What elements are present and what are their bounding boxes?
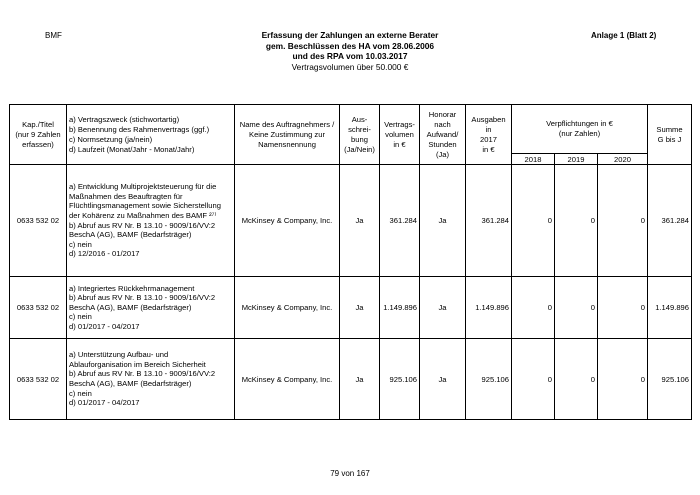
cell-2019: 0 [555, 277, 598, 339]
cell-volumen: 1.149.896 [380, 277, 420, 339]
col-header-kap: Kap./Titel (nur 9 Zahlen erfassen) [10, 105, 67, 165]
cell-2019: 0 [555, 339, 598, 420]
table-row [10, 165, 692, 277]
cell-kap: 0633 532 02 [10, 277, 67, 339]
table-row [10, 339, 692, 420]
col-header-volumen: Vertrags- volumen in € [380, 105, 420, 165]
cell-ausgaben: 1.149.896 [466, 277, 512, 339]
title-line-2: gem. Beschlüssen des HA vom 28.06.2006 [265, 40, 435, 51]
title-subtitle: Vertragsvolumen über 50.000 € [291, 61, 409, 72]
cell-honorar: Ja [420, 277, 466, 339]
header-agency: BMF [45, 31, 62, 40]
col-header-ausschreibung: Aus- schrei- bung (Ja/Nein) [340, 105, 380, 165]
cell-summe: 925.106 [648, 339, 692, 420]
col-header-honorar: Honorar nach Aufwand/ Stunden (Ja) [420, 105, 466, 165]
page-number: 79 von 167 [330, 469, 370, 478]
year-2020: 2020 [598, 154, 648, 165]
cell-ausschreibung: Ja [340, 165, 380, 277]
year-2018: 2018 [512, 154, 555, 165]
cell-contractor: McKinsey & Company, Inc. [235, 165, 340, 277]
cell-description: a) Unterstützung Aufbau- und Ablauforganisation im Bereich Sicherheit b) Abruf aus RV Nr. B 13.10 - 9009/16/VV:2 BeschA (AG), BAMF (Bedarfsträger) c) nein d) 01/2017 - 04/2017 [67, 339, 235, 420]
cell-contractor: McKinsey & Company, Inc. [235, 277, 340, 339]
table-row [10, 277, 692, 339]
cell-description: a) Integriertes Rückkehrmanagement b) Abruf aus RV Nr. B 13.10 - 9009/16/VV:2 BeschA (AG), BAMF (Bedarfsträger) c) nein d) 01/2017 - 04/2017 [67, 277, 235, 339]
cell-volumen: 361.284 [380, 165, 420, 277]
cell-volumen: 925.106 [380, 339, 420, 420]
cell-kap: 0633 532 02 [10, 339, 67, 420]
cell-2020: 0 [598, 165, 648, 277]
cell-ausgaben: 361.284 [466, 165, 512, 277]
cell-summe: 1.149.896 [648, 277, 692, 339]
col-header-name: Name des Auftragnehmers / Keine Zustimmung zur Namensnennung [235, 105, 340, 165]
payments-table [9, 104, 692, 420]
cell-2020: 0 [598, 339, 648, 420]
cell-description: a) Entwicklung Multiprojektsteuerung für die Maßnahmen des Beauftragten für Flüchtlingsmanagement sowie Sicherstellung der Kohärenz zu Maßnahmen des BAMF ²⁷⁾ b) Abruf aus RV Nr. B 13.10 - 9009/16/VV:2 BeschA (AG), BAMF (Bedarfsträger) c) nein d) 12/2016 - 01/2017 [67, 165, 235, 277]
cell-2018: 0 [512, 165, 555, 277]
year-2019: 2019 [555, 154, 598, 165]
header-annex-label: Anlage 1 (Blatt 2) [591, 31, 657, 40]
cell-honorar: Ja [420, 339, 466, 420]
cell-ausgaben: 925.106 [466, 339, 512, 420]
cell-kap: 0633 532 02 [10, 165, 67, 277]
col-header-ausgaben: Ausgaben in 2017 in € [466, 105, 512, 165]
cell-contractor: McKinsey & Company, Inc. [235, 339, 340, 420]
cell-summe: 361.284 [648, 165, 692, 277]
col-header-summe: Summe G bis J [648, 105, 692, 165]
cell-2018: 0 [512, 339, 555, 420]
col-header-verpflichtungen: Verpflichtungen in € (nur Zahlen) [512, 105, 648, 154]
cell-2020: 0 [598, 277, 648, 339]
cell-honorar: Ja [420, 165, 466, 277]
title-line-3: und des RPA vom 10.03.2017 [292, 51, 408, 62]
cell-2019: 0 [555, 165, 598, 277]
table-header-row [10, 105, 692, 154]
title-line-1: Erfassung der Zahlungen an externe Berater [261, 30, 439, 40]
col-header-zweck: a) Vertragszweck (stichwortartig) b) Benennung des Rahmenvertrags (ggf.) c) Normsetzung (ja/nein) d) Laufzeit (Monat/Jahr - Monat/Jahr) [67, 105, 235, 165]
document-title [200, 30, 500, 72]
cell-ausschreibung: Ja [340, 339, 380, 420]
cell-2018: 0 [512, 277, 555, 339]
cell-ausschreibung: Ja [340, 277, 380, 339]
